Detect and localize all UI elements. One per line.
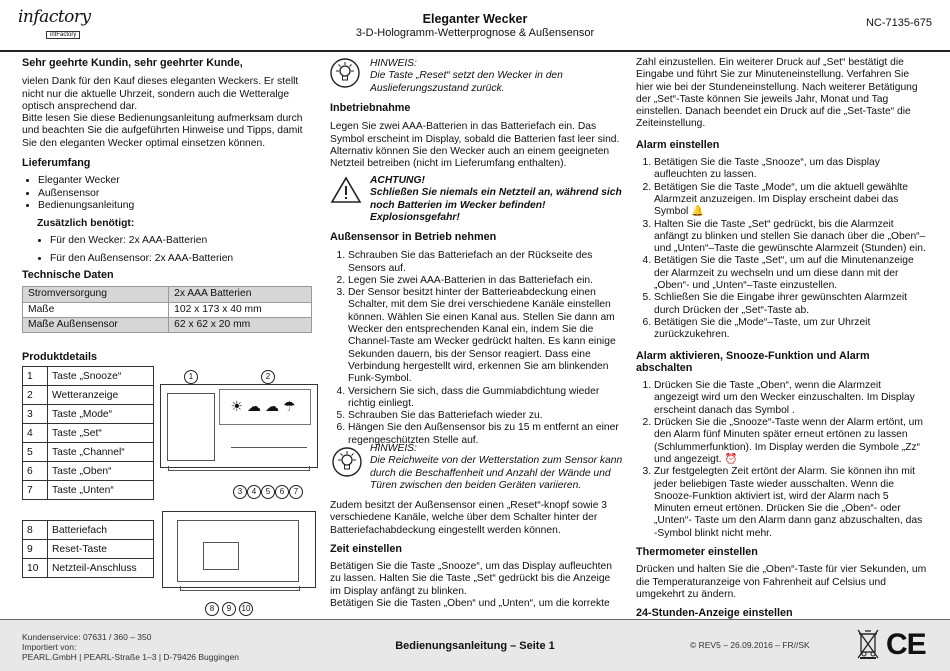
- list-item: • Eleganter Wecker: [38, 175, 314, 187]
- table-cell: 3: [23, 405, 48, 424]
- callout-4: 4: [247, 485, 261, 499]
- parts-table-1: [22, 366, 154, 500]
- table-cell: Reset-Taste: [48, 540, 154, 559]
- column-2-lower: [330, 500, 623, 610]
- greeting: Sehr geehrte Kundin, sehr geehrter Kunde,: [22, 57, 243, 69]
- list-item: • Bedienungsanleitung: [38, 200, 314, 212]
- product-code: NC-7135-675: [865, 17, 932, 29]
- zeit-text-2: Betätigen Sie die Tasten „Oben“ und „Unten“, um die korrekte: [330, 598, 610, 610]
- table-cell: Batteriefach: [48, 521, 154, 540]
- list-item-text: Betätigen Sie die Taste „Mode“, um die aktuell gewählte Alarmzeit anzuzeigen. Im Display erscheint dabei das Symbol: [654, 181, 908, 218]
- list-item: 5. Schrauben Sie das Batteriefach wieder zu.: [348, 410, 623, 422]
- column-3: [636, 57, 928, 650]
- column-1: [22, 57, 314, 364]
- table-cell: 4: [23, 424, 48, 443]
- table-cell: Maße: [23, 302, 169, 317]
- footer-revision: © REV5 – 26.09.2016 – FR//SK: [690, 640, 810, 650]
- achtung-title: ACHTUNG!: [370, 175, 425, 186]
- callout-1: 1: [184, 370, 198, 384]
- table-row: [23, 481, 154, 500]
- footer-page-label: Bedienungsanleitung – Seite 1: [395, 640, 555, 652]
- h24-heading: 24-Stunden-Anzeige einstellen: [636, 607, 793, 620]
- table-cell: 8: [23, 521, 48, 540]
- hinweis-1: [370, 58, 620, 95]
- produktdetails-heading: Produktdetails: [22, 351, 97, 364]
- header-divider: [0, 50, 950, 52]
- list-item: • Für den Außensensor: 2x AAA-Batterien: [50, 253, 314, 265]
- callout-9: 9: [222, 602, 236, 616]
- doc-title: Eleganter Wecker: [422, 12, 528, 26]
- lightbulb-icon: [332, 447, 362, 477]
- hinweis-1-text: Die Taste „Reset“ setzt den Wecker in den Auslieferungszustand zurück.: [370, 70, 563, 94]
- callout-2: 2: [261, 370, 275, 384]
- brand-logo: [18, 7, 98, 43]
- table-row: [23, 302, 312, 317]
- table-row: [23, 462, 154, 481]
- table-row: [23, 287, 312, 302]
- list-item: 4. Betätigen Sie die Taste „Set“, um auf die Minutenanzeige der Alarmzeit zu wechseln und um diese dann mit der „Oben“- und „Unten“–Taste einzustellen.: [654, 255, 928, 292]
- table-cell: 9: [23, 540, 48, 559]
- table-cell: Taste „Channel“: [48, 443, 154, 462]
- intro-paragraph-2: Bitte lesen Sie diese Bedienungsanleitung aufmerksam durch und beachten Sie die aufgeführten Hinweise und Tipps, damit Sie den eleganten Wecker optimal einsetzen können.: [22, 113, 303, 149]
- warning-icon: [330, 176, 362, 204]
- weee-bin-icon: [856, 628, 880, 660]
- device-front-illustration: [160, 384, 318, 468]
- footer-address: PEARL.GmbH | PEARL-Straße 1–3 | D-79426 Buggingen: [22, 652, 240, 662]
- list-item: 2. Legen Sie zwei AAA-Batterien in das Batteriefach ein.: [348, 275, 623, 287]
- table-cell: 10: [23, 559, 48, 578]
- table-cell: Wetteranzeige: [48, 386, 154, 405]
- hinweis-1-title: HINWEIS:: [370, 58, 417, 69]
- device-back-illustration: [162, 511, 316, 588]
- alarm-bell-icon: 🔔: [691, 206, 705, 218]
- achtung-text: Schließen Sie niemals ein Netzteil an, während sich noch Batterien im Wecker befinden! Explosionsgefahr!: [370, 187, 622, 223]
- table-row: [23, 521, 154, 540]
- parts-table-2: [22, 520, 154, 578]
- list-item: • Außensensor: [38, 188, 314, 200]
- table-cell: 5: [23, 443, 48, 462]
- callout-10: 10: [239, 602, 253, 616]
- sensor-heading: Außensensor in Betrieb nehmen: [330, 231, 497, 243]
- column-2: [330, 102, 623, 170]
- table-cell: Maße Außensensor: [23, 318, 169, 333]
- inbetrieb-heading: Inbetriebnahme: [330, 102, 411, 114]
- snooze-steps: [636, 380, 928, 540]
- table-row: [23, 559, 154, 578]
- callout-7: 7: [289, 485, 303, 499]
- table-cell: 2: [23, 386, 48, 405]
- list-item: 5. Schließen Sie die Eingabe ihrer gewünschten Alarmzeit durch Drücken der „Set“-Taste ab.: [654, 292, 928, 317]
- list-item: • Für den Wecker: 2x AAA-Batterien: [50, 235, 314, 247]
- alarm-steps: [636, 157, 928, 341]
- lightbulb-icon: [330, 58, 360, 88]
- table-cell: Taste „Unten“: [48, 481, 154, 500]
- table-row: [23, 386, 154, 405]
- tech-table: [22, 286, 312, 333]
- button-strip: [231, 447, 307, 452]
- lieferumfang-list: [22, 175, 314, 212]
- zusatz-list: [22, 235, 314, 266]
- table-cell: Taste „Oben“: [48, 462, 154, 481]
- list-item: 1. Betätigen Sie die Taste „Snooze“, um das Display aufleuchten zu lassen.: [654, 157, 928, 182]
- list-item: [654, 182, 928, 219]
- table-cell: 1: [23, 367, 48, 386]
- footer-importer: Importiert von:: [22, 642, 77, 652]
- doc-subtitle: 3-D-Hologramm-Wetterprognose & Außensensor: [355, 27, 595, 39]
- zeit-text: Betätigen Sie die Taste „Snooze“, um das Display aufleuchten zu lassen. Halten Sie die Taste „Set“ gedrückt bis die Anzeige im Display anfängt zu blinken.: [330, 561, 612, 597]
- achtung-box: [370, 175, 623, 224]
- table-cell: 7: [23, 481, 48, 500]
- callout-3: 3: [233, 485, 247, 499]
- callout-8: 8: [205, 602, 219, 616]
- intro-paragraph-1: vielen Dank für den Kauf dieses eleganten Weckers. Er stellt nicht nur die aktuelle Uhrzeit, sondern auch die Wetteralge optisch ansprechend dar.: [22, 76, 299, 112]
- zeit-heading: Zeit einstellen: [330, 542, 402, 555]
- callout-6: 6: [275, 485, 289, 499]
- hologram-window: [167, 393, 215, 461]
- alarm-heading: Alarm einstellen: [636, 138, 720, 151]
- table-cell: Taste „Mode“: [48, 405, 154, 424]
- footer-service: Kundenservice: 07631 / 360 – 350: [22, 632, 152, 642]
- hinweis-2: [370, 443, 623, 492]
- table-cell: 2x AAA Batterien: [169, 287, 312, 302]
- lieferumfang-heading: Lieferumfang: [22, 157, 91, 170]
- tech-heading: Technische Daten: [22, 269, 114, 282]
- device-back-base: [180, 586, 300, 591]
- list-item: 3. Zur festgelegten Zeit ertönt der Alarm. Sie können ihn mit jeder beliebigen Taste wieder ausschalten. Wenn die Snooze-Funktion aktiviert ist, wird der Alarm nach 5 Minuten erneut ertönen. Drücken Sie die „Oben“- oder „Unten“- Taste um den Alarm dann ganz abzuschalten, das -Symbol blinkt nicht mehr.: [654, 466, 928, 540]
- sensor-steps: [330, 250, 623, 447]
- table-cell: 62 x 62 x 20 mm: [169, 318, 312, 333]
- list-item: 3. Der Sensor besitzt hinter der Batterieabdeckung einen Schalter, mit dem Sie drei verschiedene Kanäle einstellen können. Wählen Sie einen Kanal aus. Stellen Sie dann am Wecker den entsprechenden Kanal ein, indem Sie die Channel-Taste am Wecker gedrückt halten. Es kann einige Sekunden dauern, bis der Sensor reagiert. Dass eine Verbindung hergestellt wird, erkennen Sie am blinkenden Funk-Symbol.: [348, 287, 623, 385]
- list-item: 1. Schrauben Sie das Batteriefach an der Rückseite des Sensors auf.: [348, 250, 623, 275]
- callout-5: 5: [261, 485, 275, 499]
- thermo-heading: Thermometer einstellen: [636, 545, 758, 558]
- list-item: 4. Versichern Sie sich, dass die Gummiabdichtung wieder richtig einliegt.: [348, 386, 623, 411]
- logo-sub: intFactory: [46, 31, 80, 39]
- hinweis-2-text: Die Reichweite von der Wetterstation zum Sensor kann durch die Beschaffenheit und Anzahl der Wände und Türen zwischen den beiden Geräten variieren.: [370, 455, 623, 491]
- thermo-text: Drücken und halten Sie die „Oben“-Taste für vier Sekunden, um die Temperaturanzeige von Fahrenheit auf Celsius und umgekehrt zu ändern.: [636, 564, 927, 600]
- list-item-text: Drücken Sie die „Snooze“-Taste wenn der Alarm ertönt, um den Alarm fünf Minuten später erneut ertönen zu lassen (Schlummerfunktion). Im Display werden die Symbole „Zz“ und angezeigt.: [654, 417, 923, 465]
- table-cell: Taste „Snooze“: [48, 367, 154, 386]
- alarm-clock-icon: ⏰: [724, 453, 738, 465]
- table-cell: Stromversorgung: [23, 287, 169, 302]
- table-row: [23, 443, 154, 462]
- table-cell: 102 x 173 x 40 mm: [169, 302, 312, 317]
- table-row: [23, 405, 154, 424]
- time-continued-text: Zahl einzustellen. Ein weiterer Druck auf „Set“ bestätigt die Eingabe und führt Sie zur Minuteneinstellung. Verfahren Sie hier wie bei der Stundeneinstellung. Nach weiterer Betätigung der „Set“-Taste können Sie jeweils Jahr, Monat und Tag einstellen. Danach beendet ein Druck auf die „Set-Taste“ die Zeiteinstellung.: [636, 57, 918, 130]
- hinweis-2-title: HINWEIS:: [370, 443, 417, 454]
- sensor-section: [330, 231, 623, 447]
- table-row: [23, 318, 312, 333]
- zusatz-heading: Zusätzlich benötigt:: [37, 218, 135, 230]
- table-row: [23, 540, 154, 559]
- table-cell: Netzteil-Anschluss: [48, 559, 154, 578]
- weather-display-icon: ☀☁☁☂: [219, 389, 311, 425]
- logo-text: infactory: [18, 7, 91, 27]
- list-item: 3. Halten Sie die Taste „Set“ gedrückt, bis die Alarmzeit anfängt zu blinken und stellen Sie danach über die „Oben“– und „Unten“–Taste die gewünschte Alarmzeit (Stunden) ein.: [654, 219, 928, 256]
- table-cell: 6: [23, 462, 48, 481]
- list-item: 6. Hängen Sie den Außensensor bis zu 15 m entfernt an einer regengeschützten Stelle auf.: [348, 422, 623, 447]
- table-row: [23, 424, 154, 443]
- table-row: [23, 367, 154, 386]
- table-cell: Taste „Set“: [48, 424, 154, 443]
- inbetrieb-text: Legen Sie zwei AAA-Batterien in das Batteriefach ein. Das Symbol erscheint im Display, sobald die Batterien fast leer sind. Alternativ können Sie den Wecker auch an einem geeigneten Netzteil betreiben (nicht im Lieferumfang enthalten).: [330, 121, 620, 170]
- battery-compartment: [203, 542, 239, 570]
- list-item: 6. Betätigen Sie die „Mode“–Taste, um zur Uhrzeit zurückzukehren.: [654, 317, 928, 342]
- zudem-text: Zudem besitzt der Außensensor einen „Reset“-knopf sowie 3 verschiedene Kanäle, welche über dem Schalter hinter der Batteriefachabdeckung eingestellt werden können.: [330, 500, 608, 536]
- device-base: [168, 466, 310, 471]
- ce-mark: CE: [886, 628, 926, 661]
- list-item: 1. Drücken Sie die Taste „Oben“, wenn die Alarmzeit angezeigt wird um den Wecker einzuschalten. Im Display erscheint danach das Symbol .: [654, 380, 928, 417]
- snooze-heading: Alarm aktivieren, Snooze-Funktion und Alarm abschalten: [636, 349, 870, 374]
- list-item: [654, 417, 928, 466]
